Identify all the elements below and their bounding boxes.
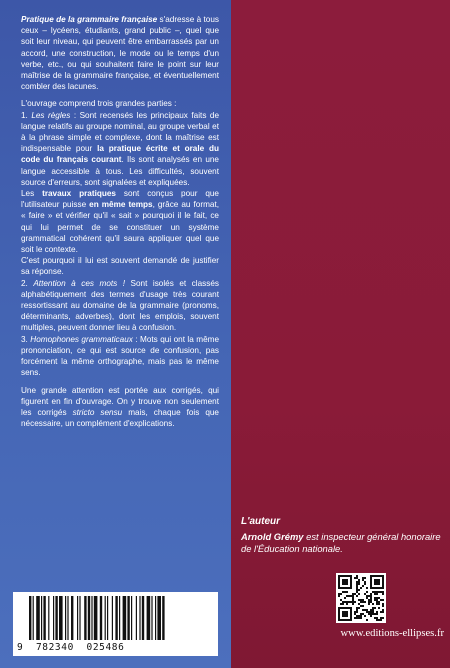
justify-note: C'est pourquoi il lui est souvent demandé de justifier sa réponse. — [21, 256, 219, 277]
author-panel — [231, 0, 450, 668]
author-bio: Arnold Grémy est inspecteur général honoraire de l'Éducation nationale. — [241, 531, 441, 554]
part-3: 3. Homophones grammaticaux : Mots qui ont la même prononciation, ce qui est source de confusion, pas forcément la même orthographe, mais pas le même sens. — [21, 334, 219, 378]
part-2: 2. Attention à ces mots ! Sont isolés et classés alphabétiquement des termes d'usage très courant ressortissant au domaine de la grammaire (pronoms, déterminants, adverbes), dont les emplois, souvent multiples, peuvent donner lieu à confusion. — [21, 278, 219, 333]
author-heading: L'auteur — [241, 516, 281, 527]
intro-paragraph: Pratique de la grammaire française s'adresse à tous ceux – lycéens, étudiants, grand public –, quel que soit leur niveau, qui peuvent être embarrassés par un accord, une construction, le mode ou le temps d'un verbe, etc., ou qui souhaitent faire le point sur leur maîtrise de la grammaire française, et éventuellement combler des lacunes. — [21, 15, 219, 92]
corriges-paragraph: Une grande attention est portée aux corrigés, qui figurent en fin d'ouvrage. On y trouve non seulement les corrigés stricto sensu mais, chaque fois que nécessaire, un complément d'explications. — [21, 385, 219, 429]
book-title: Pratique de la grammaire française — [21, 15, 158, 24]
barcode-digits: 9 782340 025486 — [17, 642, 125, 653]
description-text — [21, 14, 219, 435]
publisher-website: www.editions-ellipses.fr — [340, 628, 444, 639]
qr-code — [336, 573, 386, 623]
barcode-bars — [27, 596, 207, 642]
travaux-pratiques: Les travaux pratiques sont conçus pour que l'utilisateur puisse en même temps, grâce au format, « faire » et vérifier qu'il « sait » pourquoi il le fait, ce qui lui permet de se constituer un système grammatical cohérent qu'il saura appliquer quel que soit le contexte. — [21, 189, 219, 255]
structure-intro: L'ouvrage comprend trois grandes parties : — [21, 99, 177, 109]
barcode — [13, 592, 218, 656]
author-name: Arnold Grémy — [241, 531, 304, 542]
part-1: 1. Les règles : Sont recensés les principaux faits de langue relatifs au groupe nominal, au groupe verbal et à la phrase simple et complexe, dont la maîtrise est indispensable pour la pratique écrite et orale du code du français courant. Ils sont analysés en une langue accessible à tous. Les difficultés, souvent source d'erreurs, sont signalées et expliquées. — [21, 110, 220, 187]
